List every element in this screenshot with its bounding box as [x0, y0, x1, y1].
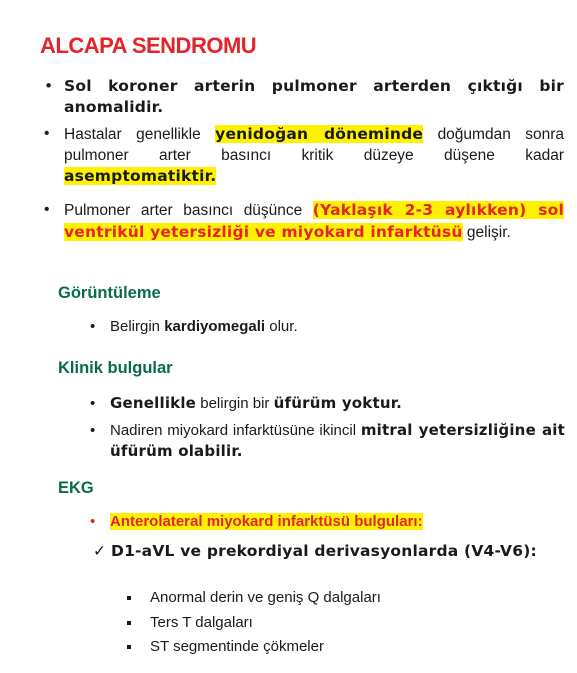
item-text: Nadiren miyokard infarktüsüne ikincil — [110, 422, 361, 439]
list-item — [150, 589, 381, 606]
list-item — [90, 420, 565, 462]
list-item — [90, 511, 565, 532]
item-bold: üfürüm yoktur. — [273, 394, 403, 412]
bullet-icon: • — [90, 318, 96, 335]
item-text: olur. — [265, 318, 298, 335]
item-text: belirgin bir — [196, 395, 274, 412]
bullet-icon: • — [90, 422, 96, 439]
item-bold: mitral yetersizliğine ait üfürüm olabilir. — [110, 421, 565, 460]
item-text: Belirgin — [110, 318, 165, 335]
square-bullet-icon — [127, 621, 131, 625]
bullet-icon: • — [44, 125, 50, 142]
highlight-text: asemptomatiktir. — [64, 167, 217, 185]
list-item — [93, 541, 561, 562]
square-bullet-icon — [127, 596, 131, 600]
bullet-text: Sol koroner arterin pulmoner arterden çıktığı bir anomalidir. — [64, 77, 564, 116]
list-item — [90, 393, 565, 414]
list-item — [90, 316, 565, 337]
highlight-text: (Yaklaşık 2-3 aylıkken) sol ventrikül yetersizliği ve miyokard infarktüsü — [64, 201, 564, 241]
section-heading: EKG — [58, 479, 94, 497]
checkmark-icon: ✓ — [93, 542, 107, 560]
bullet-icon: • — [90, 513, 96, 530]
highlight-text: Anterolateral miyokard infarktüsü bulguları: — [110, 513, 423, 530]
list-item — [44, 124, 564, 188]
bullet-text: doğumdan sonra pulmoner arter basıncı kritik düzeye düşene kadar — [64, 126, 564, 164]
list-item — [150, 638, 324, 655]
item-text: Ters T dalgaları — [150, 614, 253, 631]
page-title: ALCAPA SENDROMU — [40, 33, 257, 58]
section-heading: Görüntüleme — [58, 284, 161, 302]
list-item — [150, 614, 253, 631]
bullet-text: Pulmoner arter basıncı düşünce — [64, 202, 313, 219]
list-item — [44, 200, 564, 243]
item-bold: D1-aVL ve prekordiyal derivasyonlarda (V4-V6): — [111, 542, 537, 560]
bullet-text: Hastalar genellikle — [64, 126, 216, 143]
item-bold: Genellikle — [110, 394, 197, 412]
list-item — [44, 76, 564, 117]
highlight-text: yenidoğan döneminde — [215, 125, 424, 143]
bullet-icon: • — [44, 201, 50, 218]
item-text: ST segmentinde çökmeler — [150, 638, 324, 655]
section-heading: Klinik bulgular — [58, 359, 173, 377]
bullet-text: gelişir. — [462, 223, 511, 241]
item-text: Anormal derin ve geniş Q dalgaları — [150, 589, 381, 606]
square-bullet-icon — [127, 645, 131, 649]
bullet-icon: • — [44, 77, 54, 95]
item-bold: kardiyomegali — [164, 318, 266, 335]
bullet-icon: • — [90, 395, 96, 412]
